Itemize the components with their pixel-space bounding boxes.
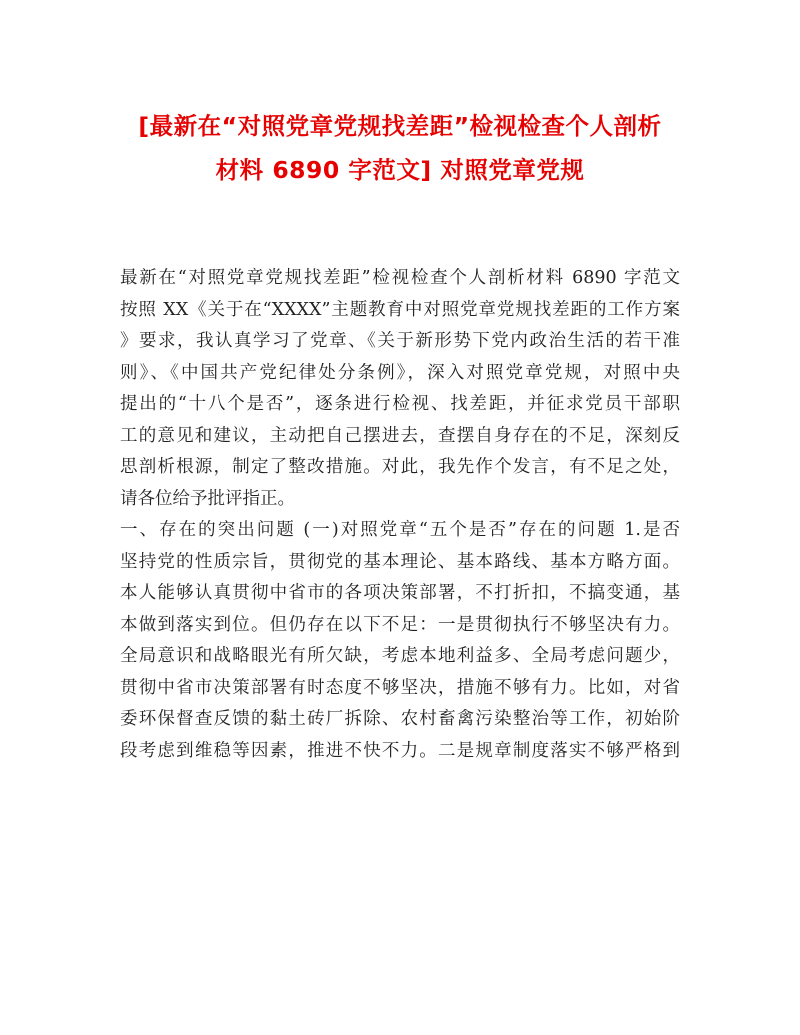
body-line-10: 坚持党的性质宗旨，贯彻党的基本理论、基本路线、基本方略方面。 <box>120 551 680 572</box>
title-line-1: [最新在“对照党章党规找差距”检视检查个人剖析 <box>138 112 662 140</box>
body-line-15: 委环保督查反馈的黏土砖厂拆除、农村畜禽污染整治等工作，初始阶 <box>120 709 680 729</box>
body-line-1: 最新在“对照党章党规找差距”检视检查个人剖析材料 6890 字范文 <box>120 268 680 288</box>
body-line-7: 思剖析根源，制定了整改措施。对此，我先作个发言，有不足之处， <box>120 457 680 477</box>
body-line-14: 贯彻中省市决策部署有时态度不够坚决，措施不够有力。比如，对省 <box>120 677 680 698</box>
body-line-2: 按照 XX《关于在“XXXX”主题教育中对照党章党规找差距的工作方案 <box>120 299 680 320</box>
body-line-11: 本人能够认真贯彻中省市的各项决策部署，不打折扣，不搞变通，基 <box>120 583 680 603</box>
body-line-16: 段考虑到维稳等因素，推进不快不力。二是规章制度落实不够严格到 <box>120 740 680 761</box>
body-line-9: 一、存在的突出问题 (一)对照党章“五个是否”存在的问题 1.是否 <box>120 520 680 540</box>
body-line-4: 则》、《中国共产党纪律处分条例》，深入对照党章党规，对照中央 <box>120 362 680 383</box>
body-line-13: 全局意识和战略眼光有所欠缺，考虑本地利益多、全局考虑问题少， <box>120 646 680 666</box>
body-line-5: 提出的“十八个是否”，逐条进行检视、找差距，并征求党员干部职 <box>120 394 680 414</box>
body-line-12: 本做到落实到位。但仍存在以下不足：一是贯彻执行不够坚决有力。 <box>120 614 680 635</box>
body-line-3: 》要求，我认真学习了党章、《关于新形势下党内政治生活的若干准 <box>120 331 680 351</box>
document-title <box>100 104 700 192</box>
body-line-8: 请各位给予批评指正。 <box>120 488 295 509</box>
document-body <box>120 263 680 767</box>
title-line-2: 材料 6890 字范文] 对照党章党规 <box>215 156 585 184</box>
body-line-6: 工的意见和建议，主动把自己摆进去，查摆自身存在的不足，深刻反 <box>120 425 680 446</box>
